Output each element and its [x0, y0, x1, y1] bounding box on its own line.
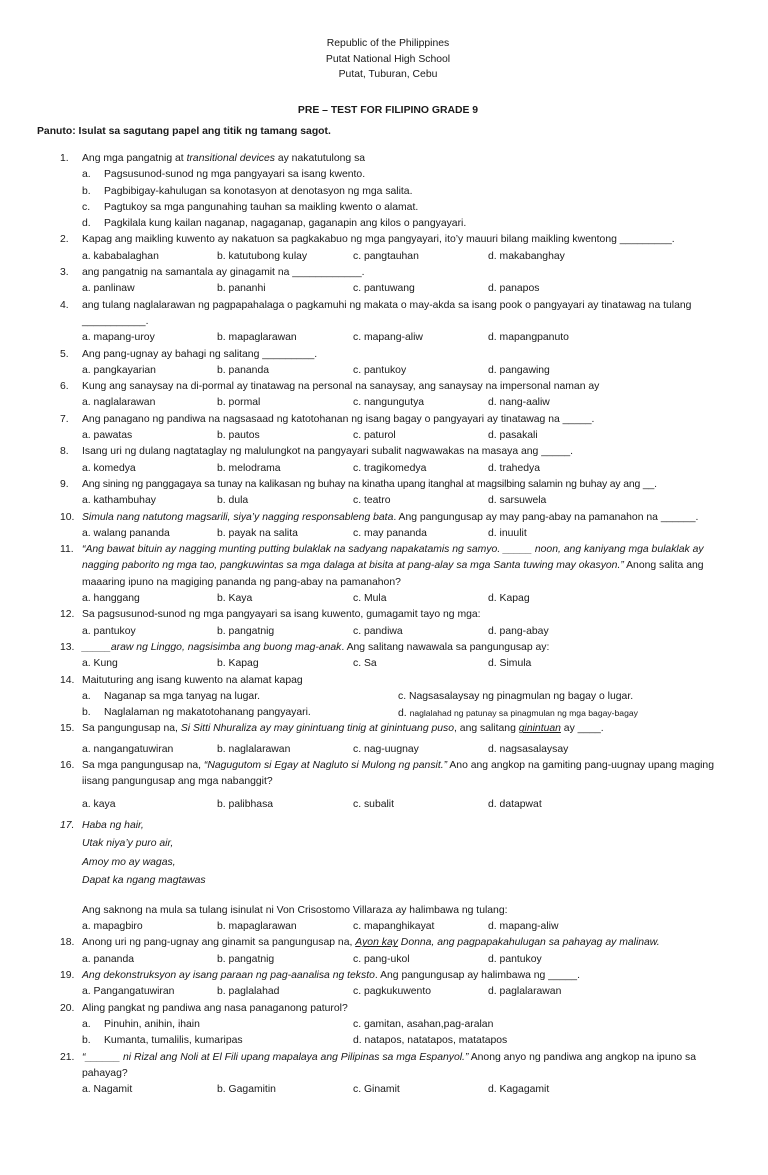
choice-b: b. payak na salita	[217, 527, 298, 539]
choice-c: c. Mula	[353, 593, 387, 605]
choice-d: d. inuulit	[488, 527, 527, 539]
choice-row	[0, 656, 768, 672]
choice-d	[0, 216, 768, 232]
question-number: 9.	[60, 478, 69, 490]
choice-c	[0, 200, 768, 216]
choice-d: d. natapos, natatapos, matatapos	[353, 1035, 508, 1047]
choice-c: c. tragikomedya	[353, 462, 427, 474]
question-number: 16.	[60, 759, 75, 771]
choice-d	[398, 705, 638, 722]
choice-d: d. nagsasalaysay	[488, 743, 569, 755]
stem-italic-text: “______ ni Rizal ang Noli at El Fili upang mapalaya ang Pilipinas sa mga Espanyol.”	[82, 1051, 469, 1063]
question-6	[0, 379, 768, 412]
choice-d: d. pangawing	[488, 364, 550, 376]
choice-b: b. mapaglarawan	[217, 332, 297, 344]
choice-row	[0, 919, 768, 935]
choice-d: d. makabanghay	[488, 250, 565, 262]
choice-row	[0, 952, 768, 968]
choice-b: b. palibhasa	[217, 798, 274, 810]
stem-text: Kung ang sanaysay na di-pormal ay tinatawag na personal na sanaysay, ang sanaysay na impersonal naman ay	[82, 381, 600, 393]
question-stem	[0, 903, 768, 919]
choice-a: a. Nagamit	[82, 1084, 133, 1096]
choice-text: naglalahad ng patunay sa pinagmulan ng mga bagay-bagay	[409, 708, 638, 719]
question-stem	[0, 232, 768, 248]
stem-text: Sa pangungusap na,	[82, 723, 181, 735]
choice-a: a. pananda	[82, 953, 135, 965]
question-stem	[0, 1050, 768, 1083]
question-number: 12.	[60, 609, 75, 621]
question-stem	[0, 298, 768, 331]
stem-text: Anong uri ng pang-ugnay ang ginamit sa pangungusap na,	[82, 937, 356, 949]
choice-row	[0, 363, 768, 379]
choice-row	[0, 428, 768, 444]
directions: Panuto: Isulat sa sagutang papel ang titik ng tamang sagot.	[37, 126, 331, 137]
choice-letter: d.	[82, 218, 91, 230]
question-stem	[0, 151, 768, 167]
choice-c: c. mapang-aliw	[353, 332, 423, 344]
choice-letter: a.	[82, 1018, 91, 1030]
choice-c: c. may pananda	[353, 527, 427, 539]
stem-text: Isang uri ng dulang nagtataglay ng malulungkot na pangyayari subalit nagwawakas na masaya ang _____.	[82, 446, 574, 458]
choice-c: c. Ginamit	[353, 1084, 400, 1096]
choice-row	[0, 461, 768, 477]
question-number: 4.	[60, 299, 69, 311]
choice-b: b. dula	[217, 495, 249, 507]
question-number: 7.	[60, 413, 69, 425]
choice-b: b. Kapag	[217, 658, 259, 670]
question-stem	[0, 477, 768, 493]
stem-text: Ang saknong na mula sa tulang isinulat ni Von Crisostomo Villaraza ay halimbawa ng tulang:	[82, 904, 508, 916]
stem-text: Anong salita ang maaaring ipuno na magiging pananda ng pang-abay na pamanahon?	[82, 560, 704, 588]
choice-a: a. mapagbiro	[82, 921, 143, 933]
choice-c: c. pandiwa	[353, 625, 403, 637]
choice-c: c. pantukoy	[353, 364, 407, 376]
question-stem	[0, 935, 768, 951]
stem-italic-text: transitional devices	[186, 153, 275, 164]
choice-text: Pagkilala kung kailan naganap, nagaganap, gaganapin ang kilos o pangyayari.	[104, 218, 467, 230]
question-number: 19.	[60, 970, 75, 982]
choice-a: a. Pangangatuwiran	[82, 986, 175, 998]
question-1	[0, 151, 768, 232]
choice-b: b. mapaglarawan	[217, 921, 297, 933]
stem-italic-text: Simula nang natutong magsarili, siya’y nagging responsableng bata	[82, 511, 394, 523]
choice-b	[82, 705, 311, 721]
question-stem	[0, 347, 768, 363]
question-stem	[0, 607, 768, 623]
choice-row	[0, 1017, 768, 1033]
choice-letter: a.	[82, 690, 91, 702]
question-14	[0, 673, 768, 722]
stem-text: . Ang pangungusap ay halimbawa ng _____.	[374, 970, 580, 982]
choice-a: a. pawatas	[82, 430, 133, 442]
stem-italic-text: Si Sitti Nhuraliza ay may ginintuang tinig at ginintuang puso	[180, 723, 455, 735]
poem-line: Amoy mo ay wagas,	[82, 856, 176, 868]
choice-b: b. Kaya	[217, 593, 253, 605]
choice-d: d. pasakali	[488, 430, 538, 442]
question-2	[0, 232, 768, 265]
question-15	[0, 721, 768, 758]
stem-text: Aling pangkat ng pandiwa ang nasa panaganong paturol?	[82, 1002, 348, 1014]
stem-italic-text: _____araw ng Linggo, nagsisimba ang buong mag-anak	[82, 641, 342, 653]
poem-line: Dapat ka ngang magtawas	[82, 875, 206, 887]
choice-row	[0, 624, 768, 640]
choice-c: c. gamitan, asahan,pag-aralan	[353, 1018, 494, 1030]
choice-d: d. Simula	[488, 658, 532, 670]
choice-c: c. nangungutya	[353, 397, 425, 409]
choice-row	[0, 493, 768, 509]
question-12	[0, 607, 768, 640]
choice-c: c. pang-ukol	[353, 953, 410, 965]
question-stem	[0, 510, 768, 526]
choice-d: d. datapwat	[488, 798, 542, 810]
question-number: 15.	[60, 723, 75, 735]
choice-b: b. naglalarawan	[217, 743, 291, 755]
choice-b: b. paglalahad	[217, 986, 280, 998]
choice-text: Naganap sa mga tanyag na lugar.	[104, 690, 260, 702]
stem-text: Sa mga pangungusap na,	[82, 759, 204, 771]
header-line-republic: Republic of the Philippines	[326, 38, 450, 49]
question-stem	[0, 758, 768, 791]
question-stem	[0, 968, 768, 984]
choice-d: d. pantukoy	[488, 953, 542, 965]
choice-c: c. pangtauhan	[353, 250, 419, 262]
stem-underlined-text: ginintuan	[518, 723, 561, 735]
choice-a: a. panlinaw	[82, 283, 135, 295]
question-20	[0, 1001, 768, 1050]
choice-b	[0, 184, 768, 200]
choice-row	[0, 984, 768, 1000]
test-title: PRE – TEST FOR FILIPINO GRADE 9	[297, 105, 479, 116]
question-19	[0, 968, 768, 1001]
stem-text: . Ang pangungusap ay may pang-abay na pamanahon na ______.	[393, 511, 699, 523]
choice-c: c. paturol	[353, 430, 396, 442]
stem-italic-text: Ang dekonstruksyon ay isang paraan ng pag-aanalisa ng teksto	[82, 970, 375, 982]
question-number: 17.	[60, 819, 75, 831]
poem-stanza	[0, 817, 768, 891]
question-number: 2.	[60, 234, 69, 246]
choice-row	[0, 330, 768, 346]
choice-row	[0, 526, 768, 542]
choice-b: b. pananhi	[217, 283, 266, 295]
choice-d: d. pang-abay	[488, 625, 549, 637]
question-10	[0, 510, 768, 543]
question-16	[0, 758, 768, 813]
question-stem	[0, 444, 768, 460]
choice-b: b. melodrama	[217, 462, 281, 474]
choice-b	[82, 1033, 243, 1049]
poem-line: Haba ng hair,	[82, 819, 144, 831]
choice-d: d. mapangpanuto	[488, 332, 569, 344]
question-list	[0, 151, 768, 1098]
stem-text: Ang mga pangatnig at	[82, 153, 187, 164]
question-13	[0, 640, 768, 673]
choice-row	[0, 689, 768, 705]
choice-d: d. nang-aaliw	[488, 397, 550, 409]
question-number: 14.	[60, 674, 75, 686]
question-number: 13.	[60, 641, 75, 653]
school-header	[4, 36, 768, 83]
choice-row	[0, 281, 768, 297]
question-stem	[0, 542, 768, 591]
choice-c: c. nag-uugnay	[353, 743, 419, 755]
stem-italic-text: “Ang bawat bituin ay nagging munting putting bulaklak na sadyang napakatamis ng samyo. _____ noon, ang kaniyang mga bulaklak ay nagging paborito ng mga tao, pangkuwintas sa mga dalaga at bisita at pang-alay sa mga Santa tuwing may okasyon.”	[82, 544, 704, 572]
question-5	[0, 347, 768, 380]
choice-b: b. pangatnig	[217, 625, 275, 637]
choice-a: a. naglalarawan	[82, 397, 156, 409]
stem-text: Kapag ang maikling kuwento ay nakatuon sa pagkakabuo ng mga pangyayari, ito’y mauuri bilang maikling kwentong _________.	[82, 234, 675, 246]
choice-a	[82, 1017, 200, 1033]
choice-c: c. teatro	[353, 495, 391, 507]
choice-row	[0, 705, 768, 721]
question-stem	[0, 1001, 768, 1017]
stem-text: ay nakatutulong sa	[274, 153, 366, 164]
question-number: 10.	[60, 511, 75, 523]
question-number: 20.	[60, 1002, 75, 1014]
choice-row	[0, 742, 768, 758]
choice-letter: a.	[82, 169, 91, 181]
question-number: 5.	[60, 348, 69, 360]
choice-c: c. pantuwang	[353, 283, 415, 295]
question-8	[0, 444, 768, 477]
choice-a: a. Kung	[82, 658, 118, 670]
stem-text: Ano ang angkop na gamiting pang-uugnay upang maging iisang pangungusap ang mga nabanggit?	[82, 759, 714, 788]
stem-text: . Ang salitang nawawala sa pangungusap ay:	[341, 641, 550, 653]
question-stem	[0, 640, 768, 656]
choice-b: b. pananda	[217, 364, 270, 376]
choice-text: Naglalaman ng makatotohanang pangyayari.	[104, 707, 311, 719]
choice-row	[0, 1033, 768, 1049]
choice-c: c. Sa	[353, 658, 377, 670]
choice-c: c. Nagsasalaysay ng pinagmulan ng bagay o lugar.	[398, 690, 634, 702]
stem-text: Sa pagsusunod-sunod ng mga pangyayari sa isang kuwento, gumagamit tayo ng mga:	[82, 609, 481, 621]
choice-letter: c.	[82, 201, 91, 213]
stem-text: Maituturing ang isang kuwento na alamat kapag	[82, 674, 303, 686]
choice-row	[0, 249, 768, 265]
question-7	[0, 412, 768, 445]
choice-c: c. mapanghikayat	[353, 921, 435, 933]
header-line-address: Putat, Tuburan, Cebu	[338, 69, 438, 80]
question-number: 8.	[60, 446, 69, 458]
stem-italic-text: Donna, ang pagpapakahulugan sa pahayag ay malinaw.	[397, 937, 660, 949]
question-18	[0, 935, 768, 968]
stem-text: Ang pang-ugnay ay bahagi ng salitang _________.	[82, 348, 318, 360]
choice-d: d. sarsuwela	[488, 495, 547, 507]
choice-text: Pagbibigay-kahulugan sa konotasyon at denotasyon ng mga salita.	[104, 185, 413, 197]
poem-line: Utak niya’y puro air,	[82, 838, 174, 850]
choice-letter: b.	[82, 707, 91, 719]
stem-italic-text: “Nagugutom si Egay at Nagluto si Mulong ng pansit.”	[203, 759, 448, 771]
header-line-school: Putat National High School	[325, 53, 451, 65]
question-number: 11.	[60, 544, 74, 556]
question-number: 6.	[60, 381, 69, 393]
stem-text: , ang salitang	[454, 723, 519, 735]
choice-a: a. nangangatuwiran	[82, 743, 174, 755]
stem-text: ay ____.	[560, 723, 604, 735]
choice-list	[0, 167, 768, 232]
choice-d: d. paglalarawan	[488, 986, 562, 998]
choice-row	[0, 591, 768, 607]
choice-b: b. pormal	[217, 397, 261, 409]
question-number: 1.	[60, 153, 69, 164]
choice-row	[0, 1082, 768, 1098]
choice-c: c. subalit	[353, 798, 395, 810]
choice-b: b. pautos	[217, 430, 260, 442]
choice-row	[0, 395, 768, 411]
question-stem	[0, 379, 768, 395]
stem-text: Ang panagano ng pandiwa na nagsasaad ng katotohanan ng isang bagay o pangyayari ay tinatawag na _____.	[82, 413, 595, 425]
choice-d: d. Kagagamit	[488, 1084, 550, 1096]
choice-letter: d.	[398, 708, 410, 720]
choice-c: c. pagkukuwento	[353, 986, 431, 998]
choice-b: b. Gagamitin	[217, 1084, 276, 1096]
choice-a: a. hanggang	[82, 593, 140, 605]
choice-a: a. walang pananda	[82, 527, 170, 539]
stem-text: ang pangatnig na samantala ay ginagamit na ____________.	[82, 267, 365, 279]
choice-a: a. pantukoy	[82, 625, 136, 637]
choice-a	[0, 167, 768, 183]
stem-text: Anong anyo ng pandiwa ang angkop na ipuno sa pahayag?	[82, 1051, 697, 1079]
choice-a: a. kaya	[82, 798, 116, 810]
question-21	[0, 1050, 768, 1099]
question-4	[0, 298, 768, 347]
question-17	[0, 817, 768, 936]
question-stem	[0, 721, 768, 737]
choice-letter: b.	[82, 185, 91, 197]
stem-text: Ang sining ng panggagaya sa tunay na kalikasan ng buhay na kinatha upang itanghal at magsilbing salamin ng buhay ay ang __.	[82, 478, 657, 490]
choice-a: a. pangkayarian	[82, 364, 156, 376]
stem-text: ang tulang naglalarawan ng pagpapahalaga o pagkamuhi ng makata o may-akda sa isang pook o pangyayari ay tinatawag na tulang ___________.	[82, 299, 692, 327]
choice-a: a. kathambuhay	[82, 495, 156, 507]
question-11	[0, 542, 768, 607]
choice-a: a. mapang-uroy	[82, 332, 155, 344]
question-stem	[0, 265, 768, 281]
choice-text: Kumanta, tumalilis, kumaripas	[104, 1035, 243, 1047]
choice-b: b. pangatnig	[217, 953, 275, 965]
question-stem	[0, 412, 768, 428]
choice-d: d. trahedya	[488, 462, 540, 474]
question-number: 3.	[60, 267, 69, 279]
choice-a: a. kababalaghan	[82, 250, 159, 262]
choice-d: d. mapang-aliw	[488, 921, 559, 933]
choice-text: Pagsusunod-sunod ng mga pangyayari sa isang kwento.	[104, 169, 366, 181]
choice-text: Pinuhin, anihin, ihain	[104, 1018, 200, 1030]
stem-underlined-text: Ayon kay	[355, 937, 398, 949]
choice-d: d. panapos	[488, 283, 540, 295]
question-stem	[0, 673, 768, 689]
choice-b: b. katutubong kulay	[217, 250, 308, 262]
question-number: 18.	[60, 937, 75, 949]
question-9	[0, 477, 768, 510]
question-3	[0, 265, 768, 298]
choice-d: d. Kapag	[488, 593, 530, 605]
choice-row	[0, 797, 768, 813]
choice-letter: b.	[82, 1035, 91, 1047]
choice-a: a. komedya	[82, 462, 136, 474]
choice-a	[82, 689, 260, 705]
choice-text: Pagtukoy sa mga pangunahing tauhan sa maikling kwento o alamat.	[104, 201, 419, 213]
question-number: 21.	[60, 1051, 75, 1063]
